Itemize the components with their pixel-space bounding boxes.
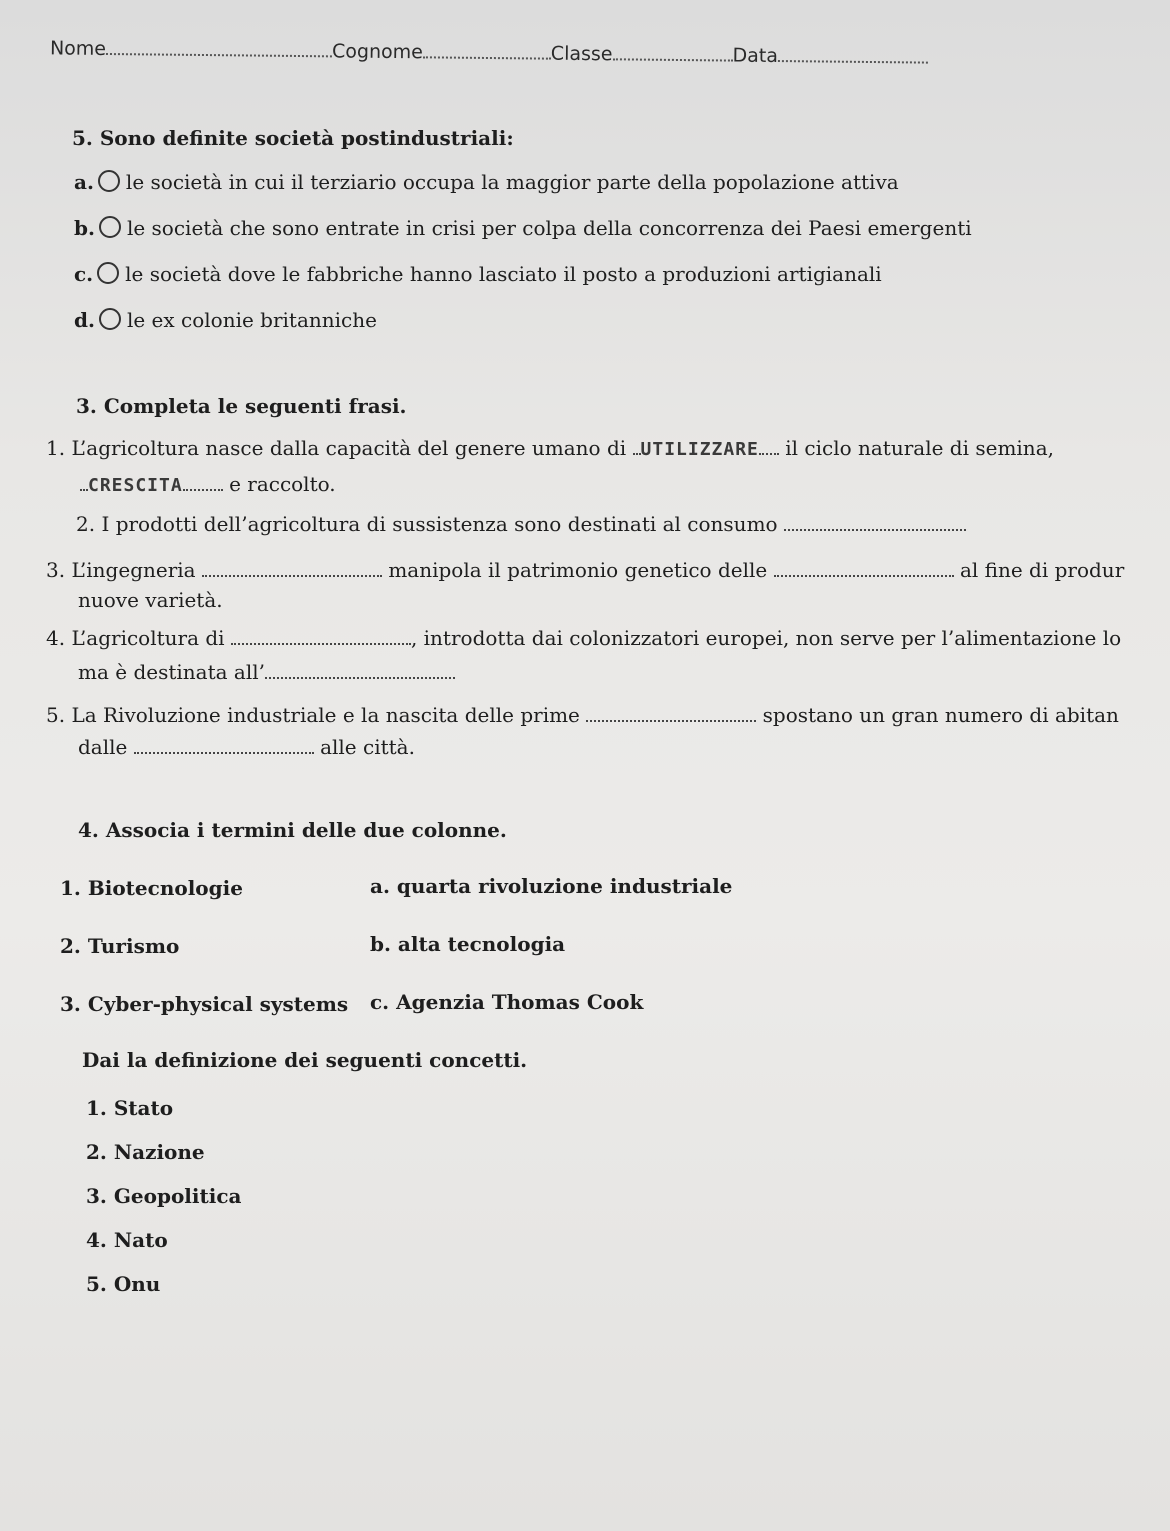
match-right-a[interactable]: a. quarta rivoluzione industriale — [370, 874, 733, 898]
sentence-1-line1: 1. L’agricoltura nasce dalla capacità del genere umano di UTILIZZARE il ciclo naturale di semina, — [46, 436, 1054, 460]
definitions-title: Dai la definizione dei seguenti concetti. — [82, 1048, 528, 1072]
nome-label: Nome — [49, 37, 107, 60]
blank-field[interactable] — [586, 706, 756, 722]
classe-label: Classe — [550, 42, 613, 66]
blank-field[interactable] — [265, 663, 455, 679]
classe-field[interactable] — [612, 44, 732, 61]
match-right-b[interactable]: b. alta tecnologia — [370, 932, 566, 956]
blank-field[interactable] — [134, 738, 314, 754]
section5-title: 5. Sono definite società postindustriali: — [72, 126, 514, 150]
sentence-1-line2: CRESCITA e raccolto. — [80, 472, 336, 496]
definition-item: 3. Geopolitica — [86, 1184, 242, 1208]
definition-item: 1. Stato — [86, 1096, 174, 1120]
match-left-2[interactable]: 2. Turismo — [60, 934, 180, 958]
definition-item: 2. Nazione — [86, 1140, 205, 1164]
cognome-label: Cognome — [331, 40, 423, 64]
sentence-5-line1: 5. La Rivoluzione industriale e la nascita delle prime spostano un gran numero di abitan — [46, 703, 1119, 727]
definition-item: 4. Nato — [86, 1228, 168, 1252]
blank-field[interactable] — [202, 561, 382, 577]
answer-crescita[interactable]: CRESCITA — [88, 475, 183, 496]
header-row — [50, 37, 928, 68]
sentence-5-line2: dalle alle città. — [78, 735, 415, 759]
data-label: Data — [732, 44, 779, 68]
option-c[interactable]: c. le società dove le fabbriche hanno lasciato il posto a produzioni artigianali — [74, 262, 882, 286]
section3-title: 3. Completa le seguenti frasi. — [76, 394, 407, 418]
section4-title: 4. Associa i termini delle due colonne. — [78, 818, 507, 842]
sentence-3-line2: nuove varietà. — [78, 588, 223, 612]
cognome-field[interactable] — [423, 42, 551, 59]
definition-item: 5. Onu — [86, 1272, 161, 1296]
match-right-c[interactable]: c. Agenzia Thomas Cook — [370, 990, 644, 1014]
sentence-3-line1: 3. L’ingegneria manipola il patrimonio genetico delle al fine di produr — [46, 558, 1125, 582]
option-d[interactable]: d. le ex colonie britanniche — [74, 308, 377, 332]
blank-field[interactable] — [231, 629, 411, 645]
option-b[interactable]: b. le società che sono entrate in crisi per colpa della concorrenza dei Paesi emergenti — [74, 216, 972, 240]
nome-field[interactable] — [106, 39, 332, 57]
blank-field[interactable] — [774, 561, 954, 577]
answer-utilizzare[interactable]: UTILIZZARE — [640, 439, 759, 460]
sentence-4-line1: 4. L’agricoltura di , introdotta dai colonizzatori europei, non serve per l’alimentazione lo — [46, 626, 1122, 650]
radio-circle-icon[interactable] — [97, 262, 119, 284]
sentence-4-line2: ma è destinata all’ — [78, 660, 455, 684]
data-field[interactable] — [778, 46, 928, 64]
match-left-1[interactable]: 1. Biotecnologie — [60, 876, 243, 900]
radio-circle-icon[interactable] — [99, 308, 121, 330]
blank-field[interactable] — [784, 515, 966, 531]
radio-circle-icon[interactable] — [99, 216, 121, 238]
radio-circle-icon[interactable] — [98, 170, 120, 192]
option-a[interactable]: a. le società in cui il terziario occupa la maggior parte della popolazione attiva — [74, 170, 899, 194]
match-left-3[interactable]: 3. Cyber-physical systems — [60, 992, 349, 1016]
sentence-2: 2. I prodotti dell’agricoltura di sussistenza sono destinati al consumo — [76, 512, 966, 536]
